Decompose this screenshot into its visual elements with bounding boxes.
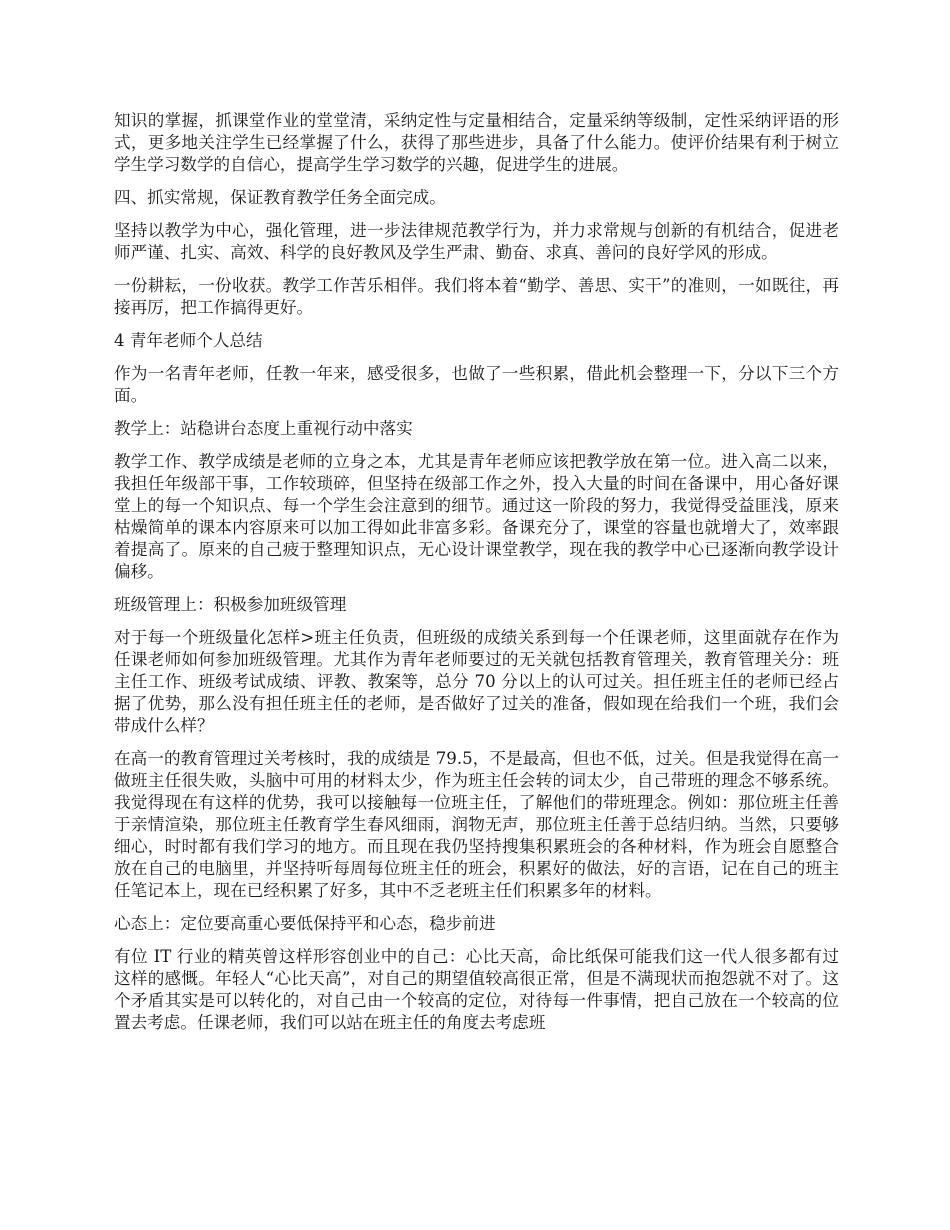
heading-class-management: 班级管理上：积极参加班级管理 bbox=[114, 595, 347, 614]
paragraph-intro: 作为一名青年老师，任教一年来，感受很多，也做了一些积累，借此机会整理一下，分以下三个方面。 bbox=[114, 364, 839, 405]
paragraph-assessment: 知识的掌握，抓课堂作业的堂堂清，采纳定性与定量相结合，定量采纳等级制，定性采纳评语的形式，更多地关注学生已经掌握了什么，获得了那些进步，具备了什么能力。使评价结果有利于树立学生学习数学的自信心，提高学生学习数学的兴趣，促进学生的进展。 bbox=[114, 111, 839, 174]
heading-teaching: 教学上：站稳讲台态度上重视行动中落实 bbox=[114, 419, 413, 438]
paragraph-mindset: 有位 IT 行业的精英曾这样形容创业中的自己：心比天高，命比纸保可能我们这一代人很多都有过这样的感慨。年轻人“心比天高”，对自己的期望值较高很正常，但是不满现状而抱怨就不对了。这个矛盾其实是可以转化的，对自己由一个较高的定位，对待每一件事情，把自己放在一个较高的位置去考虑。任课老师，我们可以站在班主任的角度去考虑班 bbox=[114, 947, 839, 1032]
heading-section-4: 4 青年老师个人总结 bbox=[114, 331, 263, 350]
paragraph-teaching: 教学工作、教学成绩是老师的立身之本，尤其是青年老师应该把教学放在第一位。进入高二以来，我担任年级部干事，工作较琐碎，但坚持在级部工作之外，投入大量的时间在备课中，用心备好课堂上的每一个知识点、每一个学生会注意到的细节。通过这一阶段的努力，我觉得受益匪浅，原来枯燥简单的课本内容原来可以加工得如此非富多彩。备课充分了，课堂的容量也就增大了，效率跟着提高了。原来的自己疲于整理知识点，无心设计课堂教学，现在我的教学中心已逐渐向教学设计偏移。 bbox=[114, 452, 839, 581]
heading-mindset: 心态上：定位要高重心要低保持平和心态，稳步前进 bbox=[114, 914, 496, 933]
paragraph-assessment-score: 在高一的教育管理过关考核时，我的成绩是 79.5，不是最高，但也不低，过关。但是我觉得在高一做班主任很失败，头脑中可用的材料太少，作为班主任会转的词太少，自己带班的理念不够系统。我觉得现在有这样的优势，我可以接触每一位班主任，了解他们的带班理念。例如：那位班主任善于亲情渲染，那位班主任教育学生春风细雨，润物无声，那位班主任善于总结归纳。当然，只要够细心，时时都有我们学习的地方。而且现在我仍坚持搜集积累班会的各种材料，作为班会自愿整合放在自己的电脑里，并坚持听每周每位班主任的班会，积累好的做法，好的言语，记在自己的班主任笔记本上，现在已经积累了好多，其中不乏老班主任们积累多年的材料。 bbox=[114, 749, 839, 900]
paragraph-class-management: 对于每一个班级量化怎样>班主任负责，但班级的成绩关系到每一个任课老师，这里面就存在作为任课老师如何参加班级管理。尤其作为青年老师要过的无关就包括教育管理关，教育管理关分：班主任工作、班级考试成绩、评教、教案等，总分 70 分以上的认可过关。担任班主任的老师已经占据了优势，那么没有担任班主任的老师，是否做好了过关的准备，假如现在给我们一个班，我们会带成什么样？ bbox=[114, 628, 839, 735]
paragraph-teaching-center: 坚持以教学为中心，强化管理，进一步法律规范教学行为，并力求常规与创新的有机结合，促进老师严谨、扎实、高效、科学的良好教风及学生严肃、勤奋、求真、善问的良好学风的形成。 bbox=[114, 221, 839, 262]
heading-routine: 四、抓实常规，保证教育教学任务全面完成。 bbox=[114, 188, 446, 207]
document-page bbox=[114, 110, 839, 1045]
paragraph-harvest: 一份耕耘，一份收获。教学工作苦乐相伴。我们将本着“勤学、善思、实干”的准则，一如既往，再接再厉，把工作搞得更好。 bbox=[114, 276, 839, 317]
